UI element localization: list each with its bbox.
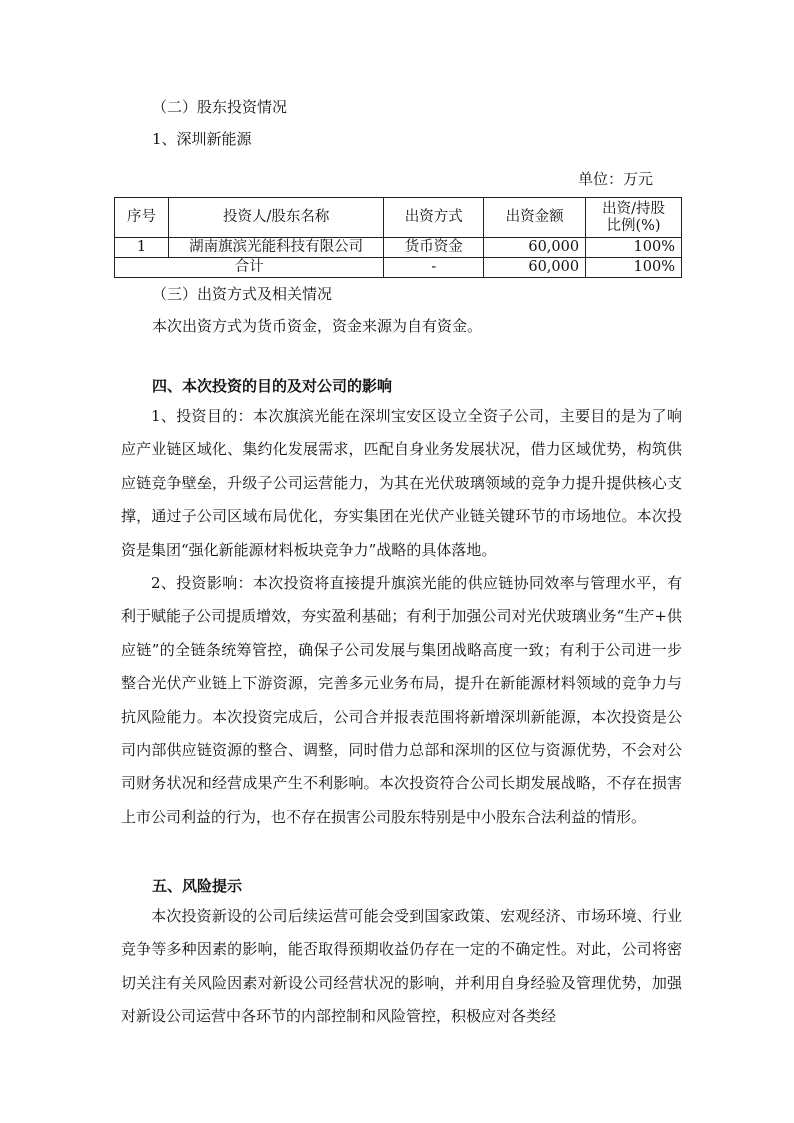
table-header-row [115,198,682,238]
header-ratio-line1: 出资/持股 [602,200,665,217]
section-heading-purpose-impact: 四、本次投资的目的及对公司的影响 [152,377,393,395]
section-heading-shareholder-investment: （二）股东投资情况 [152,98,288,116]
paragraph-risk-warning-text: 本次投资新设的公司后续运营可能会受到国家政策、宏观经济、市场环境、行业竞争等多种因素的影响，能否取得预期收益仍存在一定的不确定性。对此，公司将密切关注有关风险因素对新设公司经营状况的影响，并利用自身经验及管理优势，加强对新设公司运营中各环节的内部控制和风险管控，积极应对各类经 [121,907,682,1026]
header-investor: 投资人/股东名称 [168,198,383,238]
section-heading-risk-warning: 五、风险提示 [152,877,243,895]
unit-label: 单位：万元 [578,170,654,188]
paragraph-investment-purpose-text: 1、投资目的：本次旗滨光能在深圳宝安区设立全资子公司，主要目的是为了响应产业链区域化、集约化发展需求，匹配自身业务发展状况，借力区域优势，构筑供应链竞争壁垒，升级子公司运营能力，为其在光伏玻璃领域的竞争力提升提供核心支撑，通过子公司区域布局优化，夯实集团在光伏产业链关键环节的市场地位。本次投资是集团“强化新能源材料板块竞争力”战略的具体落地。 [121,407,682,559]
cell-no: 1 [115,238,169,258]
total-label: 合计 [115,258,384,278]
table-total-row [115,258,682,278]
cell-investor: 湖南旗滨光能科技有限公司 [168,238,383,258]
cell-ratio: 100% [586,238,682,258]
subheading-shenzhen-new-energy: 1、深圳新能源 [152,130,252,148]
paragraph-investment-impact-text: 2、投资影响：本次投资将直接提升旗滨光能的供应链协同效率与管理水平，有利于赋能子公司提质增效，夯实盈利基础；有利于加强公司对光伏玻璃业务“生产+供应链”的全链条统筹管控，确保子公司发展与集团战略高度一致；有利于公司进一步整合光伏产业链上下游资源，完善多元业务布局，提升在新能源材料领域的竞争力与抗风险能力。本次投资完成后，公司合并报表范围将新增深圳新能源，本次投资是公司内部供应链资源的整合、调整，同时借力总部和深圳的区位与资源优势，不会对公司财务状况和经营成果产生不利影响。本次投资符合公司长期发展战略，不存在损害上市公司利益的行为，也不存在损害公司股东特别是中小股东合法利益的情形。 [121,574,682,826]
table-row [115,238,682,258]
header-no: 序号 [115,198,169,238]
header-ratio [586,198,682,238]
cell-amount: 60,000 [484,238,586,258]
header-ratio-line2: 比例(%) [606,217,661,234]
header-method: 出资方式 [384,198,484,238]
section-heading-contribution-method: （三）出资方式及相关情况 [152,285,333,303]
contribution-method-text: 本次出资方式为货币资金，资金来源为自有资金。 [152,317,483,335]
cell-method: 货币资金 [384,238,484,258]
total-method: - [384,258,484,278]
total-amount: 60,000 [484,258,586,278]
header-amount: 出资金额 [484,198,586,238]
investment-table [114,197,682,278]
paragraph-investment-impact [121,567,682,834]
total-ratio: 100% [586,258,682,278]
paragraph-investment-purpose [121,400,682,567]
paragraph-risk-warning [121,900,682,1034]
